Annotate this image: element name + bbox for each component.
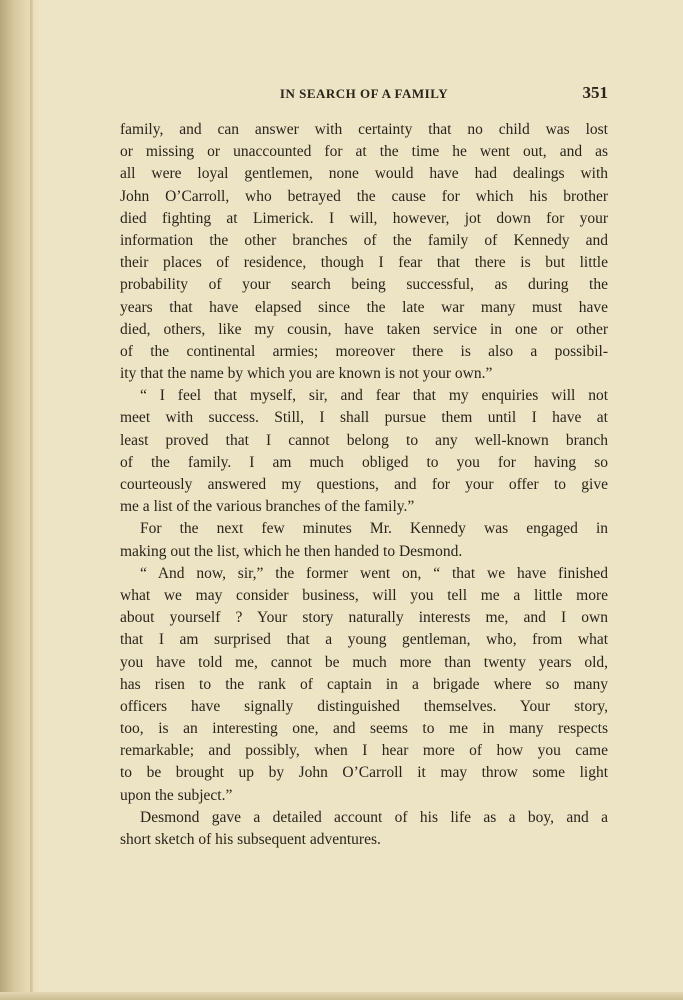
text-line: officers have signally distinguished themselves. Your story, <box>120 697 608 715</box>
text-line: upon the subject.” <box>120 786 233 804</box>
text-line: making out the list, which he then handed to Desmond. <box>120 542 463 560</box>
book-binding-shadow <box>0 0 40 1000</box>
page-bottom-edge <box>0 992 683 1000</box>
body-text <box>120 119 608 851</box>
text-line: that I am surprised that a young gentleman, who, from what <box>120 631 608 649</box>
text-line: least proved that I cannot belong to any well-known branch <box>120 431 608 449</box>
text-line: too, is an interesting one, and seems to me in many respects <box>120 720 608 738</box>
page-number: 351 <box>582 83 608 102</box>
text-line: years that have elapsed since the late war many must have <box>120 298 608 316</box>
running-head: IN SEARCH OF A FAMILY <box>279 86 449 101</box>
text-line: their places of residence, though I fear that there is but little <box>120 254 608 272</box>
text-line: to be brought up by John O’Carroll it may throw some light <box>120 764 608 782</box>
text-line: family, and can answer with certainty that no child was lost <box>120 121 608 138</box>
text-line: all were loyal gentlemen, none would have had dealings with <box>120 165 608 183</box>
text-line: “ And now, sir,” the former went on, “ that we have finished <box>140 564 608 582</box>
text-line: or missing or unaccounted for at the time he went out, and as <box>120 143 608 161</box>
text-line: remarkable; and possibly, when I hear more of how you came <box>120 742 608 760</box>
book-gutter <box>30 0 33 1000</box>
text-line: has risen to the rank of captain in a brigade where so many <box>120 675 608 693</box>
text-line: you have told me, cannot be much more than twenty years old, <box>120 653 608 671</box>
text-line: John O’Carroll, who betrayed the cause for which his brother <box>120 187 608 205</box>
text-line: For the next few minutes Mr. Kennedy was engaged in <box>140 520 608 538</box>
text-line: probability of your search being successful, as during the <box>120 276 608 294</box>
text-line: what we may consider business, will you tell me a little more <box>120 586 608 604</box>
text-line: “ I feel that myself, sir, and fear that my enquiries will not <box>140 387 608 405</box>
text-line: courteously answered my questions, and for your offer to give <box>120 476 608 493</box>
text-line: meet with success. Still, I shall pursue them until I have at <box>120 409 608 427</box>
text-line: died, others, like my cousin, have taken service in one or other <box>120 320 608 338</box>
text-line: of the family. I am much obliged to you for having so <box>120 453 608 471</box>
text-line: about yourself ? Your story naturally interests me, and I own <box>120 609 608 627</box>
text-line: died fighting at Limerick. I will, however, jot down for your <box>120 209 608 227</box>
page-header <box>120 83 608 108</box>
text-line: ity that the name by which you are known is not your own.” <box>120 365 493 383</box>
text-line: information the other branches of the family of Kennedy and <box>120 231 608 249</box>
text-line: me a list of the various branches of the family.” <box>120 498 415 516</box>
text-line: Desmond gave a detailed account of his life as a boy, and a <box>140 808 608 826</box>
text-line: of the continental armies; moreover there is also a possibil- <box>120 342 608 360</box>
text-line: short sketch of his subsequent adventures. <box>120 831 381 848</box>
